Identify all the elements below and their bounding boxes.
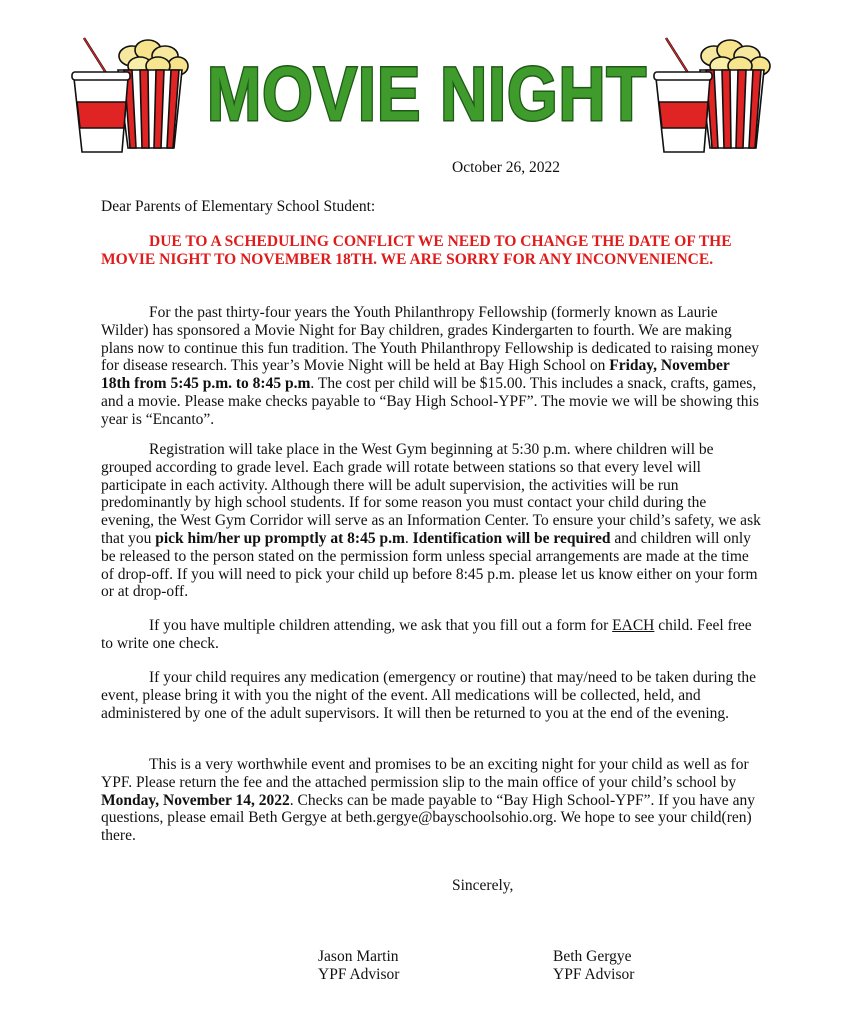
signature-name: Jason Martin (318, 948, 399, 965)
header-banner (0, 0, 854, 160)
movie-night-title (205, 52, 650, 137)
paragraph-medication: If your child requires any medication (emergency or routine) that may/need to be taken during the event, please bring it with you the night of the event. All medications will be collected, held, and administered by one of the adult supervisors. It will then be returned to you at the end of the evening. (101, 669, 757, 722)
date-change-notice: DUE TO A SCHEDULING CONFLICT WE NEED TO CHANGE THE DATE OF THE MOVIE NIGHT TO NOVEMBER 18TH. WE ARE SORRY FOR ANY INCONVENIENCE. (101, 233, 732, 268)
signature-block (553, 948, 634, 984)
signature-block (318, 948, 399, 984)
paragraph-return-form: This is a very worthwhile event and promises to be an exciting night for your child as well as for YPF. Please return the fee and the attached permission slip to the main office of your child’s school by Monday, November 14, 2022. Checks can be made payable to “Bay High School-YPF”. If you have any questions, please email Beth Gergye at beth.gergye@bayschoolsohio.org. We hope to see your child(ren) there. (101, 756, 756, 845)
salutation: Dear Parents of Elementary School Student: (101, 198, 376, 215)
signature-role: YPF Advisor (553, 966, 635, 983)
paragraph-event-details: For the past thirty-four years the Youth Philanthropy Fellowship (formerly known as Laurie Wilder) has sponsored a Movie Night for Bay children, grades Kindergarten to fourth. We are making plans now to continue this fun tradition. The Youth Philanthropy Fellowship is dedicated to raising money for disease research. This year’s Movie Night will be held at Bay High School on Friday, November 18th from 5:45 p.m. to 8:45 p.m. The cost per child will be $15.00. This includes a snack, crafts, games, and a movie. Please make checks payable to “Bay High School-YPF”. The movie we will be showing this year is “Encanto”. (101, 304, 759, 428)
paragraph-registration: Registration will take place in the West Gym beginning at 5:30 p.m. where children will be grouped according to grade level. Each grade will rotate between stations so that every level will participate in each activity. Although there will be adult supervision, the activities will be run predominantly by high school students. If for some reason you must contact your child during the evening, the West Gym Corridor will serve as an Information Center. To ensure your child’s safety, we ask that you pick him/her up promptly at 8:45 p.m. Identification will be required and children will only be released to the person stated on the permission form unless special arrangements are made at the time of drop-off. If you will need to pick your child up before 8:45 p.m. please let us know either on your form or at drop-off. (101, 441, 761, 601)
letter-date: October 26, 2022 (452, 159, 561, 176)
svg-text:MOVIE NIGHT: MOVIE NIGHT (207, 52, 647, 137)
closing: Sincerely, (452, 877, 514, 894)
paragraph-multiple-children: If you have multiple children attending, we ask that you fill out a form for EACH child. Feel free to write one check. (101, 617, 752, 652)
signature-role: YPF Advisor (318, 966, 400, 983)
popcorn-and-soda-icon (70, 36, 188, 156)
popcorn-and-soda-icon (652, 36, 770, 156)
signature-name: Beth Gergye (553, 948, 632, 965)
